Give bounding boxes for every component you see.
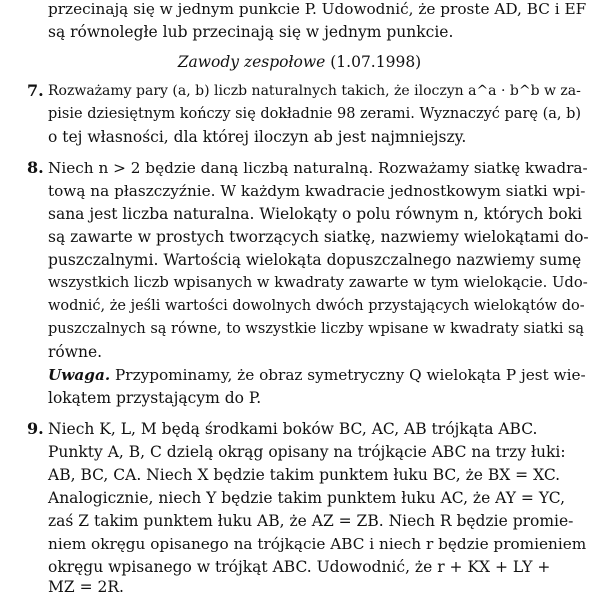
problem-8-line-8: puszczalnych są równe, to wszystkie liczby wpisane w kwadraty siatki są — [48, 321, 585, 337]
problem-7-line-1: Rozważamy pary (a, b) liczb naturalnych takich, że iloczyn a^a · b^b w za- — [48, 83, 581, 99]
problem-9-line-2: Punkty A, B, C dzielą okrąg opisany na trójkącie ABC na trzy łuki: — [48, 443, 566, 461]
problem-9-line-5: zaś Z takim punktem łuku AB, że AZ = ZB. Niech R będzie promie- — [48, 512, 574, 530]
problem-8-line-4: są zawarte w prostych tworzących siatkę, nazwiemy wielokątami do- — [48, 228, 589, 246]
problem-number: 9. — [27, 419, 44, 438]
problem-8-line-9: równe. — [48, 343, 103, 361]
note-text-1: Przypominamy, że obraz symetryczny Q wielokąta P jest wie- — [115, 366, 586, 384]
problem-9-line-4: Analogicznie, niech Y będzie takim punktem łuku AC, że AY = YC, — [48, 489, 566, 507]
problem-9-line-7: okręgu wpisanego w trójkąt ABC. Udowodnić, że r + KX + LY + — [48, 558, 551, 576]
problem-8-line-2: tową na płaszczyźnie. W każdym kwadracie jednostkowym siatki wpi- — [48, 182, 586, 200]
problem-9-line-6: niem okręgu opisanego na trójkącie ABC i niech r będzie promieniem — [48, 535, 587, 553]
intro-line-1: przecinają się w jednym punkcie P. Udowodnić, że proste AD, BC i EF — [48, 0, 587, 18]
problem-8-line-6: wszystkich liczb wpisanych w kwadraty zawarte w tym wielokącie. Udo- — [48, 274, 588, 291]
note-line-2: lokątem przystającym do P. — [48, 389, 262, 407]
problem-7-line-2: pisie dziesiętnym kończy się dokładnie 98 zerami. Wyznaczyć parę (a, b) — [48, 106, 582, 122]
problem-8-line-5: puszczalnymi. Wartością wielokąta dopuszczalnego nazwiemy sumę — [48, 251, 582, 269]
intro-line-2: są równoległe lub przecinają się w jednym punkcie. — [48, 23, 454, 41]
section-title: Zawody zespołowe — [177, 53, 326, 71]
section-heading — [0, 51, 599, 73]
problem-number: 7. — [27, 81, 44, 100]
section-date: (1.07.1998) — [330, 53, 422, 71]
problem-9-line-3: AB, BC, CA. Niech X będzie takim punktem łuku BC, że BX = XC. — [48, 466, 561, 484]
note-line-1 — [48, 364, 586, 386]
problem-9-line-8: MZ = 2R. — [48, 578, 124, 596]
problem-8-line-3: sana jest liczba naturalna. Wielokąty o polu równym n, których boki — [48, 205, 582, 223]
problem-8-line-1: Niech n > 2 będzie daną liczbą naturalną. Rozważamy siatkę kwadra- — [48, 159, 588, 177]
problem-7-line-3: o tej własności, dla której iloczyn ab jest najmniejszy. — [48, 128, 467, 146]
problem-8-line-7: wodnić, że jeśli wartości dowolnych dwóch przystających wielokątów do- — [48, 298, 585, 314]
problem-number: 8. — [27, 158, 44, 177]
problem-9-line-1: Niech K, L, M będą środkami boków BC, AC, AB trójkąta ABC. — [48, 420, 538, 438]
note-label: Uwaga. — [48, 366, 111, 384]
